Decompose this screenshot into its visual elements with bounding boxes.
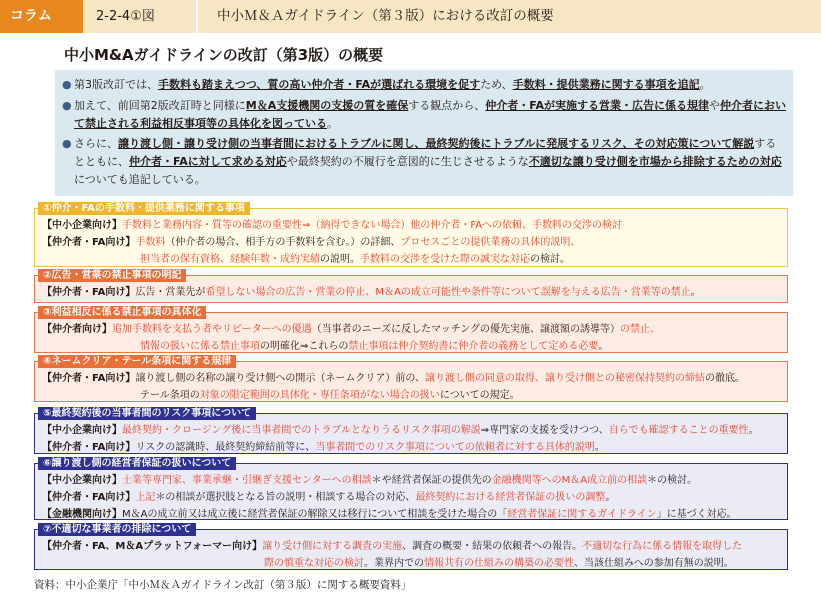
section-line <box>42 555 781 572</box>
text-segment: 譲り受け側に対する調査の実施 <box>262 541 403 552</box>
section-title: ②広告・営業の禁止事項の明記 <box>38 269 186 282</box>
text-segment: 加えて、前回第2版改訂時と同様に <box>74 98 246 112</box>
text-segment: （当事者のニーズに反したマッチングの優先実施、譲渡額の誘導等） <box>311 324 621 335</box>
section-line <box>42 472 781 489</box>
summary-text <box>74 78 711 91</box>
section-title: ①仲介・FAの手数料・提供業務に関する事項 <box>38 202 250 215</box>
text-segment: 。 <box>594 442 605 453</box>
section-box <box>34 408 788 454</box>
text-segment: 手数料の交渉を受けた際の誠実な対応 <box>360 254 530 265</box>
text-segment: 情報の扱いに係る禁止事項 <box>140 341 260 352</box>
section-line <box>42 321 781 338</box>
text-segment: 不適切な譲り受け側を市場から排除するための対応 <box>528 155 782 169</box>
text-segment: 仲介者において禁止される利益相反事項等の具体化を図っている <box>74 98 787 130</box>
section-box <box>34 458 788 520</box>
text-segment: についても追記している。 <box>74 172 206 186</box>
text-segment: 士業等専門家、事業承継・引継ぎ支援センターへの相談 <box>122 475 372 486</box>
bullet-icon: ● <box>62 78 72 91</box>
section-box <box>34 203 788 267</box>
section-line <box>42 251 781 268</box>
text-segment: 。 <box>327 116 338 130</box>
text-segment: 仲介者・FAが実施する営業・広告に係る規律 <box>485 98 710 112</box>
text-segment: ＊の検討。 <box>647 475 698 486</box>
figure-title: 中小Ｍ＆Ａガイドライン（第３版）における改訂の概要 <box>217 8 554 24</box>
summary-paragraph <box>62 97 787 133</box>
text-segment: 【中小企業向け】 <box>42 475 122 486</box>
text-segment: 。業界内での <box>364 558 424 569</box>
section-title: ⑤最終契約後の当事者間のリスク事項について <box>38 407 256 420</box>
text-segment: 禁止事項は仲介契約書に仲介者の義務として定める必要 <box>348 341 599 352</box>
text-segment: 対象の限定範囲の具体化・専任条項がない場合の扱い <box>199 390 440 401</box>
section-line <box>42 489 781 506</box>
section-title: ④ネームクリア・テール条項に関する規律 <box>38 355 236 368</box>
section-box <box>34 524 788 570</box>
text-segment: 手数料も踏まえつつ、質の高い仲介者・FAが選ばれる環境を促す <box>158 78 481 91</box>
text-segment: 。 <box>748 425 759 436</box>
summary-paragraph <box>62 135 787 188</box>
column-label: コラム <box>0 0 83 33</box>
text-segment: 。 <box>598 341 609 352</box>
section-line <box>42 338 781 355</box>
text-segment: 【仲介者・FA向け】 <box>42 287 136 298</box>
text-segment: についての規定。 <box>439 390 520 401</box>
text-segment: 担当者の保有資格、経験年数・成約実績 <box>140 254 320 265</box>
text-segment: 最終契約における経営者保証の扱いの調整 <box>415 492 606 503</box>
section-line <box>42 422 781 439</box>
text-segment: 。 <box>699 78 711 91</box>
section-box <box>34 307 788 353</box>
text-segment: 手数料・提供業務に関する事項を追記 <box>512 78 700 91</box>
text-segment: 追加手数料を支払う者やリピーターへの優遇 <box>112 324 312 335</box>
text-segment: リスクの認識時、最終契約締結前等に、 <box>135 442 316 453</box>
section-box <box>34 356 788 402</box>
text-segment: ＊や経営者保証の提供先の <box>371 475 492 486</box>
text-segment: 【仲介者・FA向け】 <box>42 442 136 453</box>
text-segment: 」に基づく対応。 <box>656 509 737 520</box>
text-segment: の説明。 <box>320 254 360 265</box>
section-line <box>42 387 781 404</box>
text-segment: 譲り渡し側の同意の取得、譲り受け側との秘密保持契約の締結 <box>425 373 706 384</box>
text-segment: 【仲介者・FA、M＆Aプラットフォーマー向け】 <box>42 541 263 552</box>
text-segment: の徹底。 <box>705 373 746 384</box>
text-segment: M＆A支援機関の支援の質を確保 <box>245 98 409 112</box>
header-divider <box>196 0 198 33</box>
text-segment: 【中小企業向け】 <box>42 220 122 231</box>
text-segment: の明確化⇒これらの <box>260 341 349 352</box>
bullet-icon: ● <box>62 137 72 151</box>
text-segment: 【金融機関向け】 <box>42 509 122 520</box>
section-line <box>42 370 781 387</box>
text-segment: 譲り渡し側・譲り受け側の当事者間におけるトラブルに関し、最終契約後にトラブルに発展するリスク、その対応策について解説 <box>118 137 755 151</box>
text-segment: 当事者間でのリスク事項についての依頼者に対する具体的説明 <box>315 442 595 453</box>
text-segment: プロセスごとの提供業務の具体的説明、 <box>400 237 581 248</box>
section-line <box>42 538 781 555</box>
text-segment: 手数料 <box>135 237 166 248</box>
bullet-icon: ● <box>62 98 72 112</box>
text-segment: 希望しない場合の広告・営業の停止、M＆Aの成立可能性や条件等について誤解を与える広告・営業等の禁止 <box>205 287 691 298</box>
text-segment: 不適切な行為に係る情報を取得した <box>582 541 743 552</box>
section-line <box>42 234 781 251</box>
summary-text <box>74 137 782 186</box>
text-segment: 。 <box>605 492 616 503</box>
summary-box <box>55 70 793 196</box>
text-segment: ⇒専門家の支援を受けつつ、 <box>480 425 609 436</box>
text-segment: 自らでも確認することの重要性 <box>608 425 749 436</box>
text-segment: 【仲介者・FA向け】 <box>42 237 136 248</box>
section-line <box>42 439 781 456</box>
text-segment: 仲介者・FAに対して求める対応 <box>129 155 287 169</box>
text-segment: 【仲介者・FA向け】 <box>42 492 136 503</box>
text-segment: の禁止、 <box>620 324 661 335</box>
summary-text <box>74 99 786 130</box>
text-segment: さらに、 <box>74 137 118 151</box>
text-segment: 最終契約・クロージング後に当事者間でのトラブルとなりうるリスク事項の解説 <box>122 425 481 436</box>
text-segment: 金融機関等へのM＆A成立前の相談 <box>491 475 648 486</box>
section-line <box>42 217 781 234</box>
text-segment: テール条項の <box>140 390 200 401</box>
section-title: ③利益相反に係る禁止事項の具体化 <box>38 306 206 319</box>
text-segment: （仲介者の場合、相手方の手数料を含む。）の詳細、 <box>165 237 401 248</box>
text-segment: するとともに、 <box>74 137 777 169</box>
section-line <box>42 284 781 301</box>
text-segment: 広告・営業先が <box>135 287 206 298</box>
section-title: ⑦不適切な事業者の排除について <box>38 523 196 536</box>
text-segment: 上記 <box>135 492 156 503</box>
text-segment: 、当該仕組みへの参加有無の説明。 <box>574 558 734 569</box>
figure-header <box>0 0 821 33</box>
source-note: 資料：中小企業庁「中小Ｍ＆Ａガイドライン改訂（第３版）に関する概要資料」 <box>34 579 412 591</box>
text-segment: 際の慎重な対応の検討 <box>264 558 364 569</box>
summary-paragraph <box>62 76 787 94</box>
text-segment: M＆Aの成立前又は成立後に経営者保証の解除又は移行について相談を受けた場合の「 <box>122 509 508 520</box>
text-segment: する観点から、 <box>408 98 486 112</box>
section-title: ⑥譲り渡し側の経営者保証の扱いについて <box>38 457 236 470</box>
text-segment: の検討。 <box>530 254 570 265</box>
text-segment: 、調査の概要・結果の依頼者への報告。 <box>402 541 583 552</box>
text-segment: ＊の相談が選択肢となる旨の説明・相談する場合の対応、 <box>155 492 416 503</box>
text-segment: 。 <box>690 287 701 298</box>
figure-number: 2-2-4①図 <box>96 9 155 24</box>
text-segment: 【中小企業向け】 <box>42 425 122 436</box>
text-segment: 情報共有の仕組みの構築の必要性 <box>424 558 574 569</box>
text-segment: や最終契約の不履行を意図的に生じさせるような <box>286 155 529 169</box>
text-segment: 第3版改訂では、 <box>74 78 158 91</box>
text-segment: 譲り渡し側の名称の譲り受け側への開示（ネームクリア）前の、 <box>135 373 426 384</box>
text-segment: 【仲介者・FA向け】 <box>42 373 136 384</box>
section-box <box>34 270 788 303</box>
text-segment: 経営者保証に関するガイドライン <box>507 509 657 520</box>
section-line <box>42 506 781 523</box>
text-segment: 【仲介者向け】 <box>42 324 112 335</box>
main-title: 中小M&Aガイドラインの改訂（第3版）の概要 <box>64 46 384 64</box>
text-segment: や <box>709 98 721 112</box>
text-segment: 手数料と業務内容・質等の確認の重要性⇒（納得できない場合）他の仲介者・FAへの依頼、手数料の交渉の検討 <box>122 220 623 231</box>
text-segment: ため、 <box>480 78 513 91</box>
